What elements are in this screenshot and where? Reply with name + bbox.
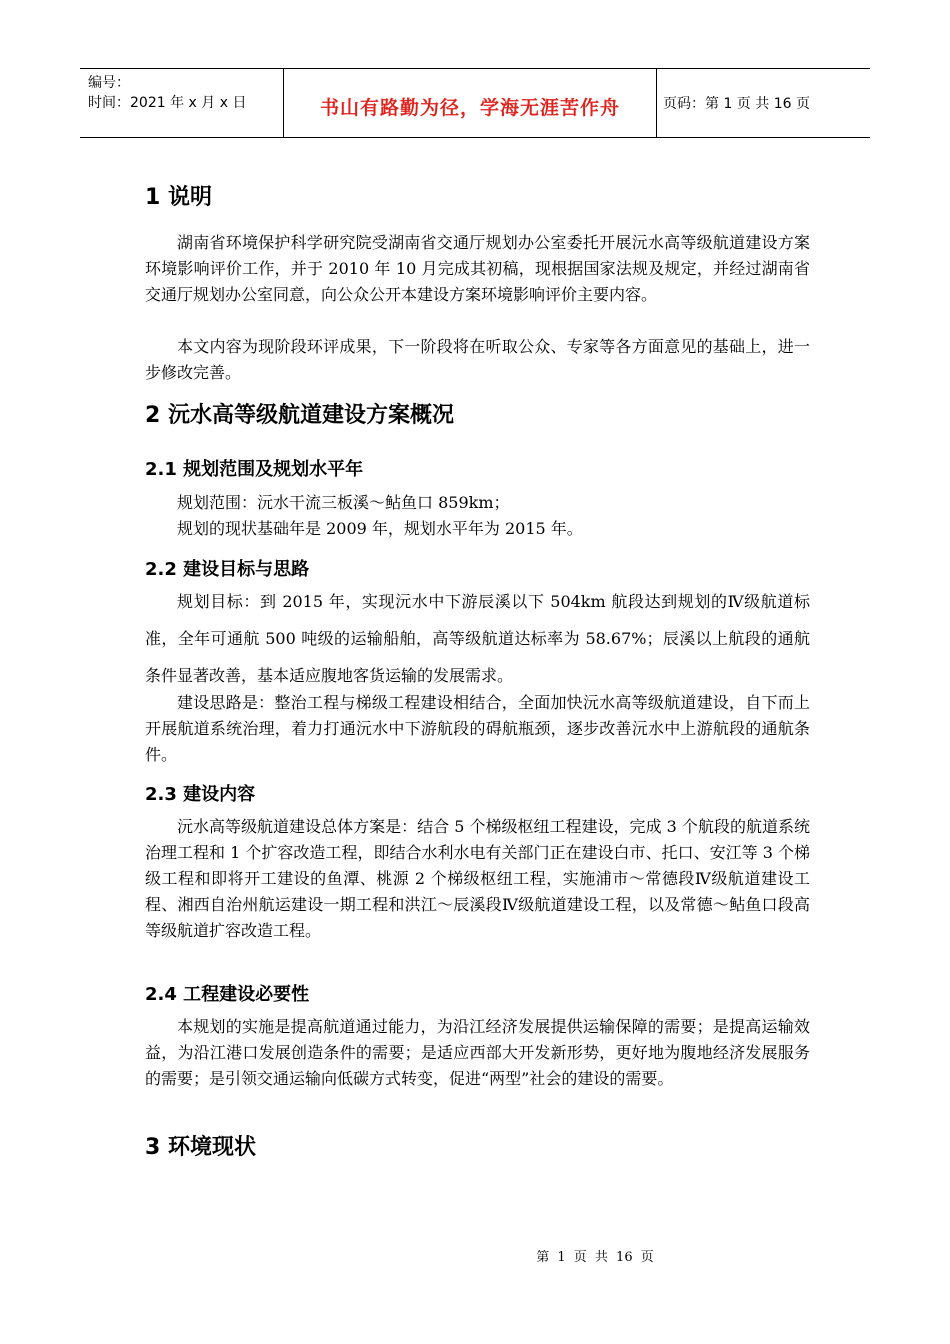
section-2-2-title: 2.2 建设目标与思路 — [145, 559, 310, 580]
header-meta — [80, 69, 283, 137]
page-footer: 第 1 页 共 16 页 — [536, 1250, 654, 1265]
section-1-paragraph-1: 湖南省环境保护科学研究院受湖南省交通厅规划办公室委托开展沅水高等级航道建设方案环境影响评价工作，并于 2010 年 10 月完成其初稿，现根据国家法规及规定，并经过湖南省交通厅规划办公室同意，向公众公开本建设方案环境影响评价主要内容。 — [145, 233, 810, 304]
section-2-1-paragraph-2: 规划的现状基础年是 2009 年，规划水平年为 2015 年。 — [177, 519, 583, 538]
header-motto: 书山有路勤为径，学海无涯苦作舟 — [319, 96, 620, 119]
section-2-2-paragraph-1: 规划目标：到 2015 年，实现沅水中下游辰溪以下 504km 航段达到规划的Ⅳ级航道标准，全年可通航 500 吨级的运输船舶，高等级航道达标率为 58.67%；辰溪以上航段的通航条件显著改善，基本适应腹地客货运输的发展需求。 — [145, 592, 810, 685]
section-2-4-paragraph-1: 本规划的实施是提高航道通过能力，为沿江经济发展提供运输保障的需要；是提高运输效益，为沿江港口发展创造条件的需要；是适应西部大开发新形势，更好地为腹地经济发展服务的需要；是引领交通运输向低碳方式转变，促进“两型”社会的建设的需要。 — [145, 1017, 810, 1088]
section-2-1-paragraph-1: 规划范围：沅水干流三板溪～鲇鱼口 859km； — [177, 493, 510, 512]
section-2-3-title: 2.3 建设内容 — [145, 784, 256, 805]
section-2-4-title: 2.4 工程建设必要性 — [145, 984, 310, 1005]
header-page-info: 页码：第 1 页 共 16 页 — [663, 96, 810, 112]
section-3-title: 3 环境现状 — [145, 1135, 256, 1160]
header-table — [80, 68, 870, 138]
section-2-2-paragraph-2: 建设思路是：整治工程与梯级工程建设相结合，全面加快沅水高等级航道建设，自下而上开展航道系统治理，着力打通沅水中下游航段的碍航瓶颈，逐步改善沅水中上游航段的通航条件。 — [145, 693, 810, 764]
section-1-paragraph-2: 本文内容为现阶段环评成果，下一阶段将在听取公众、专家等各方面意见的基础上，进一步修改完善。 — [145, 337, 810, 382]
section-2-3-paragraph-1: 沅水高等级航道建设总体方案是：结合 5 个梯级枢纽工程建设，完成 3 个航段的航道系统治理工程和 1 个扩容改造工程，即结合水利水电有关部门正在建设白市、托口、安江等 3 个梯级工程和即将开工建设的鱼潭、桃源 2 个梯级枢纽工程，实施浦市～常德段Ⅳ级航道建设工程、湘西自治州航运建设一期工程和洪江～辰溪段Ⅳ级航道建设工程，以及常德～鲇鱼口段高等级航道扩容改造工程。 — [145, 817, 810, 940]
document-time-label: 时间：2021 年 x 月 x 日 — [88, 95, 247, 111]
header-motto-cell — [283, 69, 657, 137]
section-1-title: 1 说明 — [145, 185, 212, 210]
section-2-title: 2 沅水高等级航道建设方案概况 — [145, 403, 454, 428]
document-number-label: 编号： — [88, 75, 130, 91]
section-2-1-title: 2.1 规划范围及规划水平年 — [145, 459, 364, 480]
